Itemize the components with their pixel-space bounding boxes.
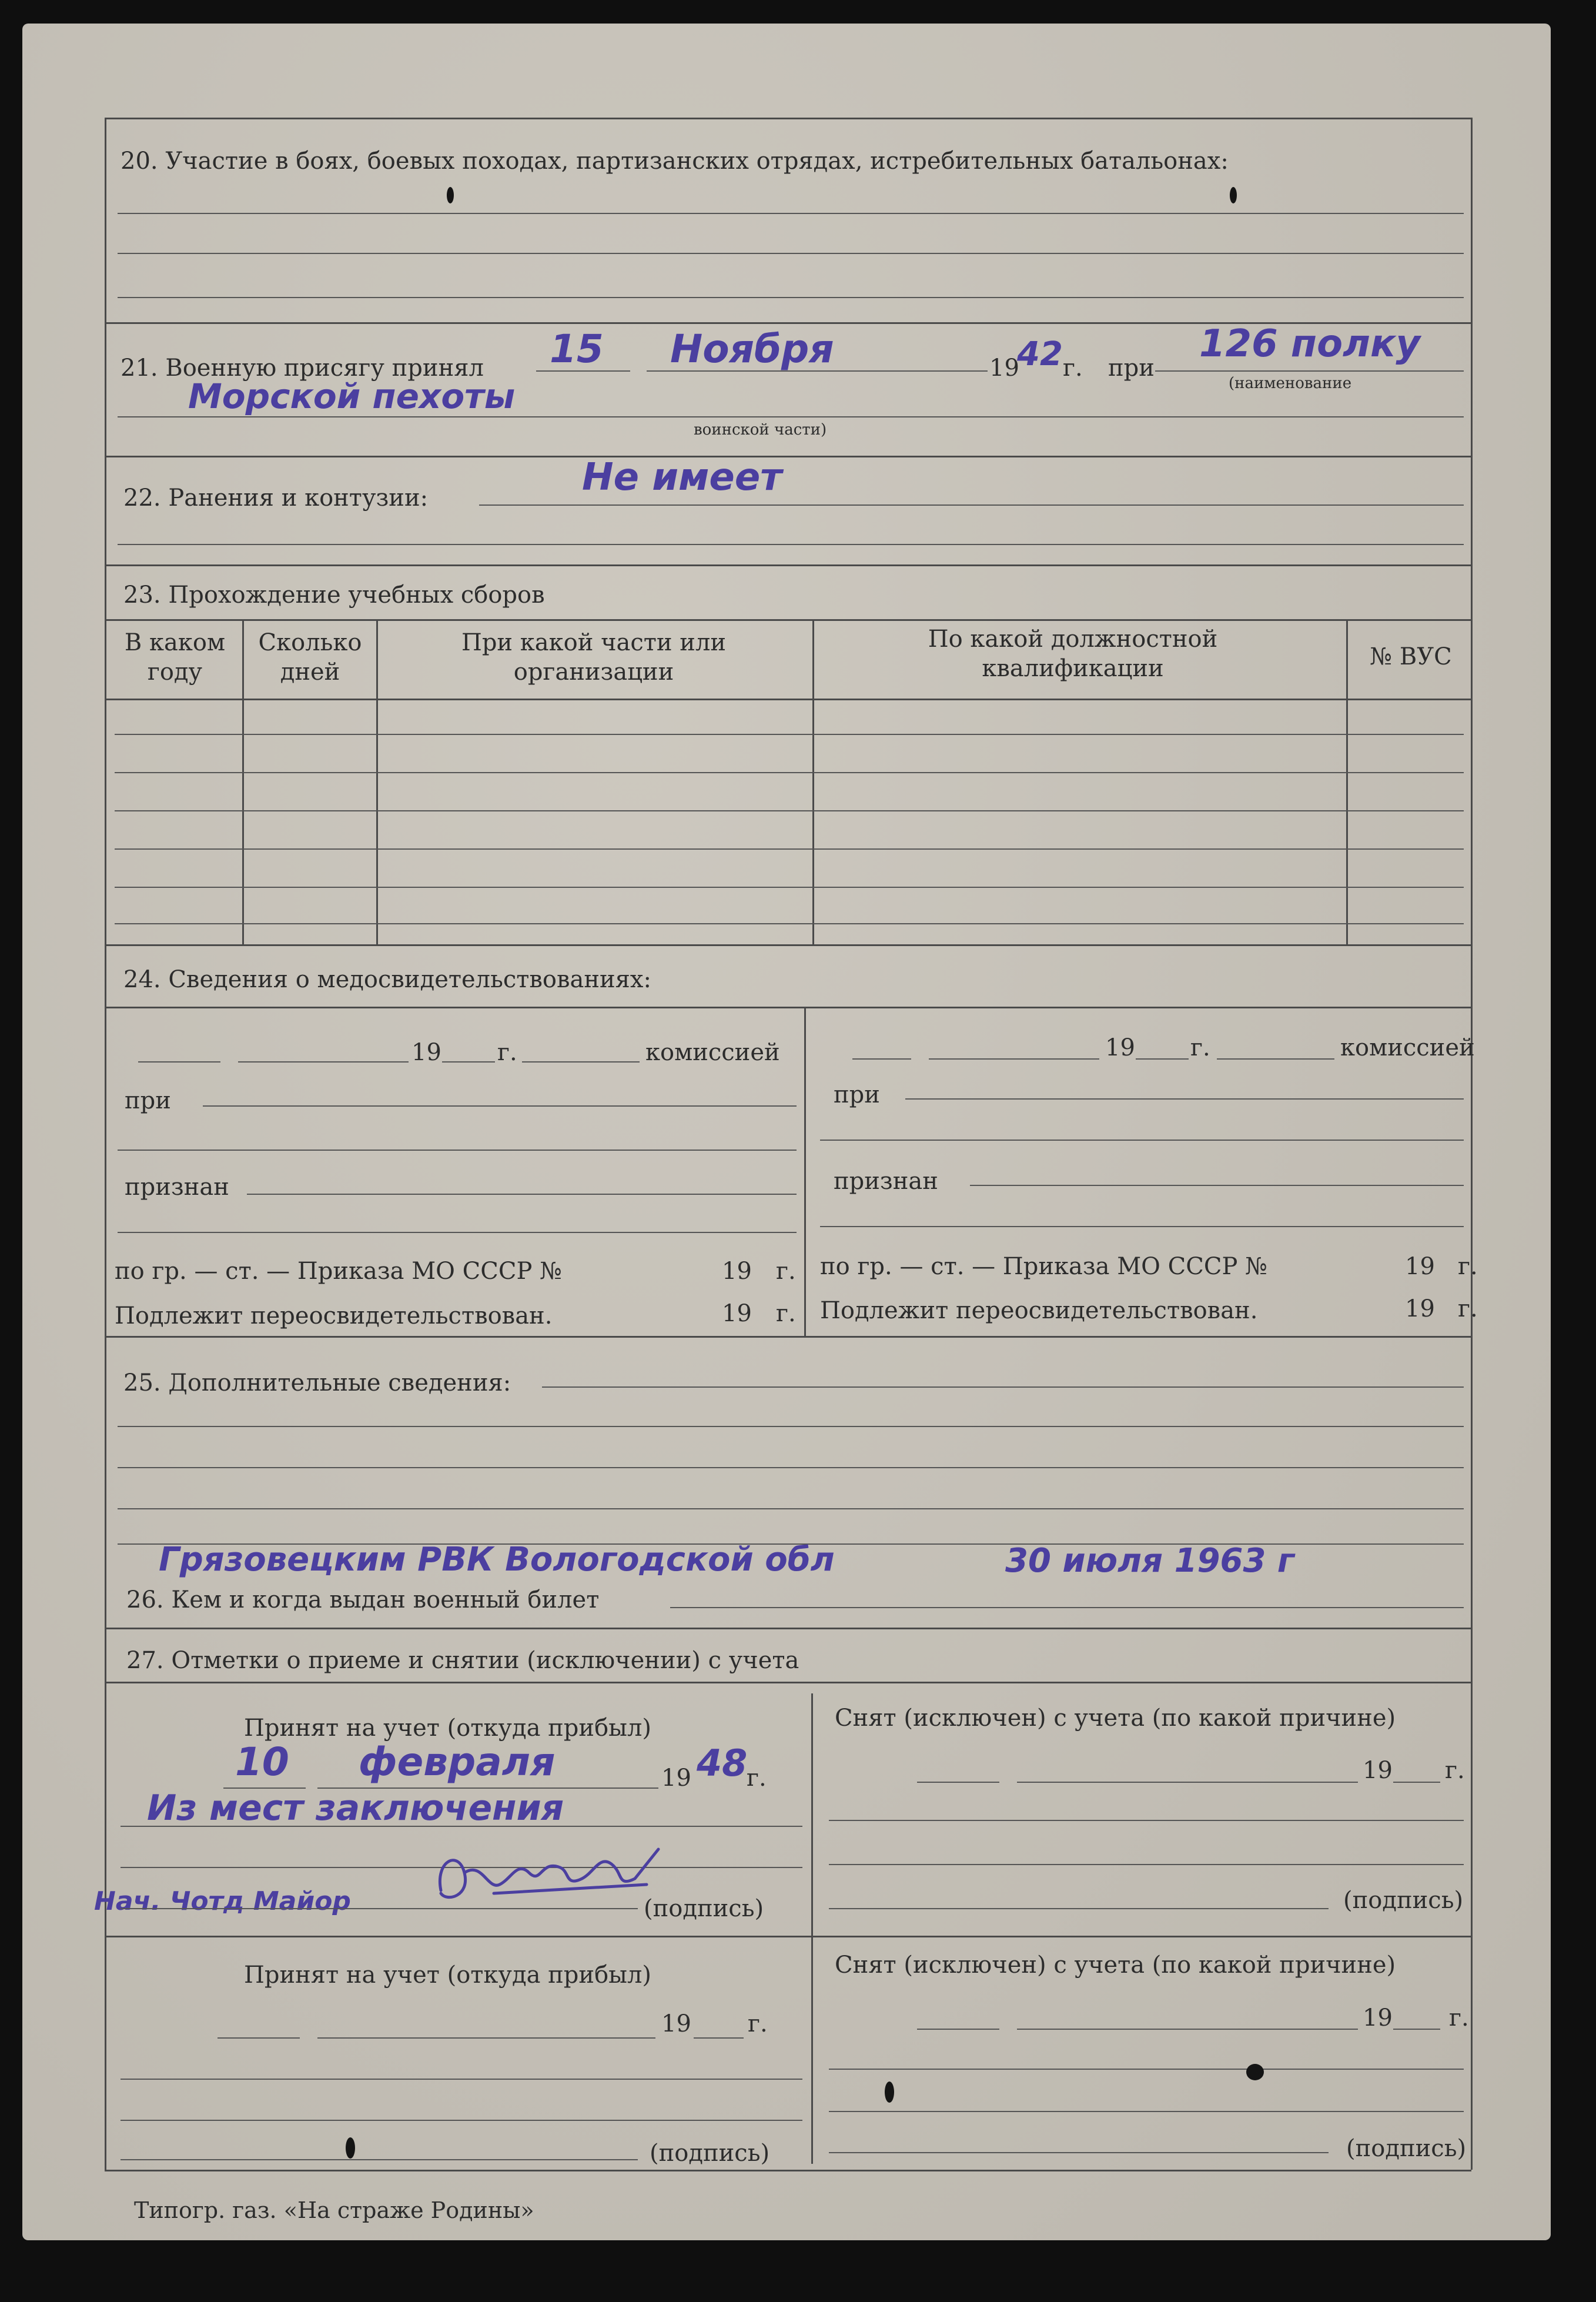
s26-line [670, 1607, 1464, 1608]
s26-value-left: Грязовецким РВК Вологодской обл [159, 1541, 835, 1579]
s21-pri-line [1155, 370, 1464, 372]
s23-col-2 [376, 619, 378, 944]
s24-l-reexam-19: 19 [722, 1300, 752, 1327]
s23-col-header-unit: При какой части или организации [461, 629, 727, 686]
s27-bl-line-2 [121, 2079, 802, 2080]
s22-line-1 [479, 504, 1464, 506]
s24-r-order: по гр. — ст. — Приказа МО СССР № [820, 1253, 1267, 1280]
s27-bl-date-2 [317, 2037, 655, 2039]
s27-br-line-2 [829, 2069, 1464, 2070]
s25-line-4 [118, 1508, 1464, 1509]
s23-header-top [105, 619, 1471, 621]
s23-col-header-days: Сколько дней [258, 629, 362, 686]
s27-br-g: г. [1449, 2004, 1469, 2032]
s27-tl-origin: Из мест заключения [147, 1788, 564, 1829]
s23-row-2 [115, 772, 1464, 773]
s23-col-4 [1346, 619, 1348, 944]
s26-divider [105, 1628, 1471, 1629]
s21-month: Ноября [670, 326, 834, 372]
s21-year-prefix: 19 [989, 355, 1019, 382]
s24-r-reexam-g: г. [1458, 1295, 1478, 1322]
s21-label: 21. Военную присягу принял [121, 355, 484, 382]
punch-hole [447, 187, 454, 203]
s27-tr-signature: (подпись) [1343, 1887, 1464, 1914]
footer-printer: Типогр. газ. «На страже Родины» [134, 2197, 534, 2223]
s24-r-line-2 [820, 1140, 1464, 1141]
s24-label: 24. Сведения о медосвидетельствованиях: [123, 966, 651, 993]
s27-tr-sign-line [829, 1908, 1329, 1909]
s26-label: 26. Кем и когда выдан военный билет [126, 1586, 600, 1613]
s24-r-g: г. [1190, 1034, 1210, 1061]
s24-l-reexam-g: г. [776, 1300, 796, 1327]
s23-row-6 [115, 923, 1464, 924]
s20-line-1 [118, 213, 1464, 214]
s27-tr-line-3 [829, 1864, 1464, 1865]
s27-br-date-2 [1017, 2029, 1358, 2030]
s27-tr-removed: Снят (исключен) с учета (по какой причине) [835, 1705, 1396, 1732]
s25-label: 25. Дополнительные сведения: [123, 1369, 511, 1396]
s21-day: 15 [550, 326, 604, 372]
s27-center-divider [811, 1693, 813, 2164]
punch-hole [1246, 2064, 1264, 2080]
s24-center-divider [804, 1007, 806, 1336]
s27-tl-accepted: Принят на учет (откуда прибыл) [244, 1715, 652, 1742]
s27-tr-date-3 [1393, 1782, 1440, 1783]
s24-l-order-g: г. [776, 1258, 796, 1285]
s24-l-order-19: 19 [722, 1258, 752, 1285]
s21-unit2: Морской пехоты [188, 376, 516, 416]
s24-l-19: 19 [411, 1039, 441, 1066]
frame-right [1471, 118, 1473, 2170]
s27-tr-date-2 [1017, 1782, 1358, 1783]
s23-col-header-qualification: По какой должностной квалификации [928, 626, 1218, 682]
s23-row-1 [115, 734, 1464, 735]
frame-bottom [105, 2170, 1471, 2171]
s21-line-2 [118, 416, 1464, 417]
s27-bl-sign-line [121, 2159, 638, 2160]
s27-tl-year: 48 [697, 1742, 748, 1785]
s24-l-date-2 [238, 1061, 409, 1063]
s27-header-divider [105, 1682, 1471, 1683]
punch-hole [346, 2137, 355, 2159]
s25-line-2 [118, 1426, 1464, 1427]
punch-hole [885, 2082, 894, 2103]
s24-r-pri: при [834, 1081, 880, 1108]
s27-bl-19: 19 [661, 2010, 691, 2037]
s27-bl-date-1 [218, 2037, 300, 2039]
s24-l-komissiey: комиссией [645, 1039, 780, 1066]
s20-label: 20. Участие в боях, боевых походах, партизанских отрядах, истребительных батальонах: [121, 148, 1229, 175]
s24-r-reexam: Подлежит переосвидетельствован. [820, 1297, 1258, 1324]
s24-l-order: по гр. — ст. — Приказа МО СССР № [115, 1258, 562, 1285]
s24-l-pri: при [125, 1087, 171, 1114]
s22-line-2 [118, 544, 1464, 545]
s24-r-date-2 [929, 1058, 1099, 1060]
s23-row-4 [115, 848, 1464, 850]
s24-r-date-1 [852, 1058, 911, 1060]
s24-r-komissiey: комиссией [1340, 1034, 1475, 1061]
frame-left [105, 118, 106, 2170]
s27-tr-19: 19 [1363, 1757, 1393, 1784]
s24-l-line-4 [118, 1232, 797, 1233]
s24-r-date-3 [1136, 1058, 1189, 1060]
s24-r-line-3 [970, 1185, 1464, 1186]
s21-hint2: воинской части) [694, 421, 827, 439]
s22-value: Не имеет [582, 456, 782, 499]
s27-br-line-3 [829, 2111, 1464, 2112]
s20-line-2 [118, 253, 1464, 254]
punch-hole [1230, 187, 1237, 203]
s21-year: 42 [1017, 335, 1063, 373]
s24-l-priznan: признан [125, 1174, 229, 1201]
s27-br-sign-line [829, 2152, 1329, 2153]
s21-pri: при [1108, 355, 1155, 382]
s27-tl-officer: Нач. Чотд Майор [94, 1886, 351, 1916]
s24-l-line-1 [203, 1105, 797, 1107]
s24-l-reexam: Подлежит переосвидетельствован. [115, 1302, 553, 1329]
s27-br-19: 19 [1363, 2004, 1393, 2032]
s27-tr-date-1 [917, 1782, 999, 1783]
s25-line-3 [118, 1467, 1464, 1468]
s21-g: г. [1063, 355, 1083, 382]
s24-r-line-1 [905, 1098, 1464, 1100]
s24-l-date-4 [522, 1061, 640, 1063]
s24-l-line-3 [247, 1194, 797, 1195]
s27-tl-sign-line [121, 1908, 638, 1909]
s27-label: 27. Отметки о приеме и снятии (исключении) с учета [126, 1647, 799, 1674]
s20-line-3 [118, 297, 1464, 298]
s27-tl-line-2 [121, 1826, 802, 1827]
s27-tl-19: 19 [661, 1765, 691, 1792]
s23-row-3 [115, 810, 1464, 811]
officer-signature [423, 1837, 682, 1914]
s21-hint1: (наименование [1229, 375, 1352, 392]
s27-bl-accepted: Принят на учет (откуда прибыл) [244, 1962, 652, 1989]
s22-label: 22. Ранения и контузии: [123, 485, 429, 512]
s23-col-header-vus: № ВУС [1370, 643, 1452, 670]
s24-r-19: 19 [1105, 1034, 1135, 1061]
s27-bl-line-3 [121, 2120, 802, 2121]
s27-bl-date-3 [694, 2037, 744, 2039]
s23-col-header-year: В каком году [124, 629, 226, 686]
s27-tl-month: февраля [359, 1739, 556, 1785]
s25-line-1 [542, 1386, 1464, 1388]
s24-r-date-4 [1217, 1058, 1334, 1060]
s26-value-right: 30 июля 1963 г [1005, 1542, 1295, 1580]
s21-month-line [647, 370, 988, 372]
s24-r-priznan: признан [834, 1168, 938, 1195]
s23-divider [105, 944, 1471, 946]
s27-tl-g: г. [747, 1765, 767, 1792]
s24-header-divider [105, 1007, 1471, 1008]
s24-r-reexam-19: 19 [1405, 1295, 1435, 1322]
s21-unit1: 126 полку [1199, 322, 1421, 366]
s21-divider [105, 456, 1471, 457]
s22-divider [105, 564, 1471, 566]
s24-divider [105, 1336, 1471, 1338]
s21-day-line [536, 370, 630, 372]
s27-br-date-3 [1393, 2029, 1440, 2030]
s24-r-order-19: 19 [1405, 1253, 1435, 1280]
s23-label: 23. Прохождение учебных сборов [123, 582, 545, 609]
s24-l-g: г. [497, 1039, 517, 1066]
s27-tl-signature: (подпись) [644, 1895, 764, 1922]
s27-tr-line-2 [829, 1820, 1464, 1821]
s23-header-bottom [105, 699, 1471, 700]
s24-l-line-2 [118, 1150, 797, 1151]
s27-bl-g: г. [748, 2010, 768, 2037]
s27-tr-g: г. [1445, 1757, 1465, 1784]
s24-l-date-1 [138, 1061, 220, 1063]
s23-col-3 [812, 619, 814, 944]
s24-l-date-3 [442, 1061, 495, 1063]
s27-br-removed: Снят (исключен) с учета (по какой причине) [835, 1952, 1396, 1979]
s27-bl-signature: (подпись) [650, 2140, 770, 2167]
s24-r-order-g: г. [1458, 1253, 1478, 1280]
s27-br-date-1 [917, 2029, 999, 2030]
s27-br-signature: (подпись) [1346, 2135, 1467, 2162]
s27-mid-divider [105, 1936, 1471, 1937]
s27-tl-day: 10 [235, 1739, 289, 1785]
s23-col-1 [242, 619, 244, 944]
s23-row-5 [115, 887, 1464, 888]
s24-r-line-4 [820, 1226, 1464, 1227]
frame-top [105, 118, 1471, 119]
